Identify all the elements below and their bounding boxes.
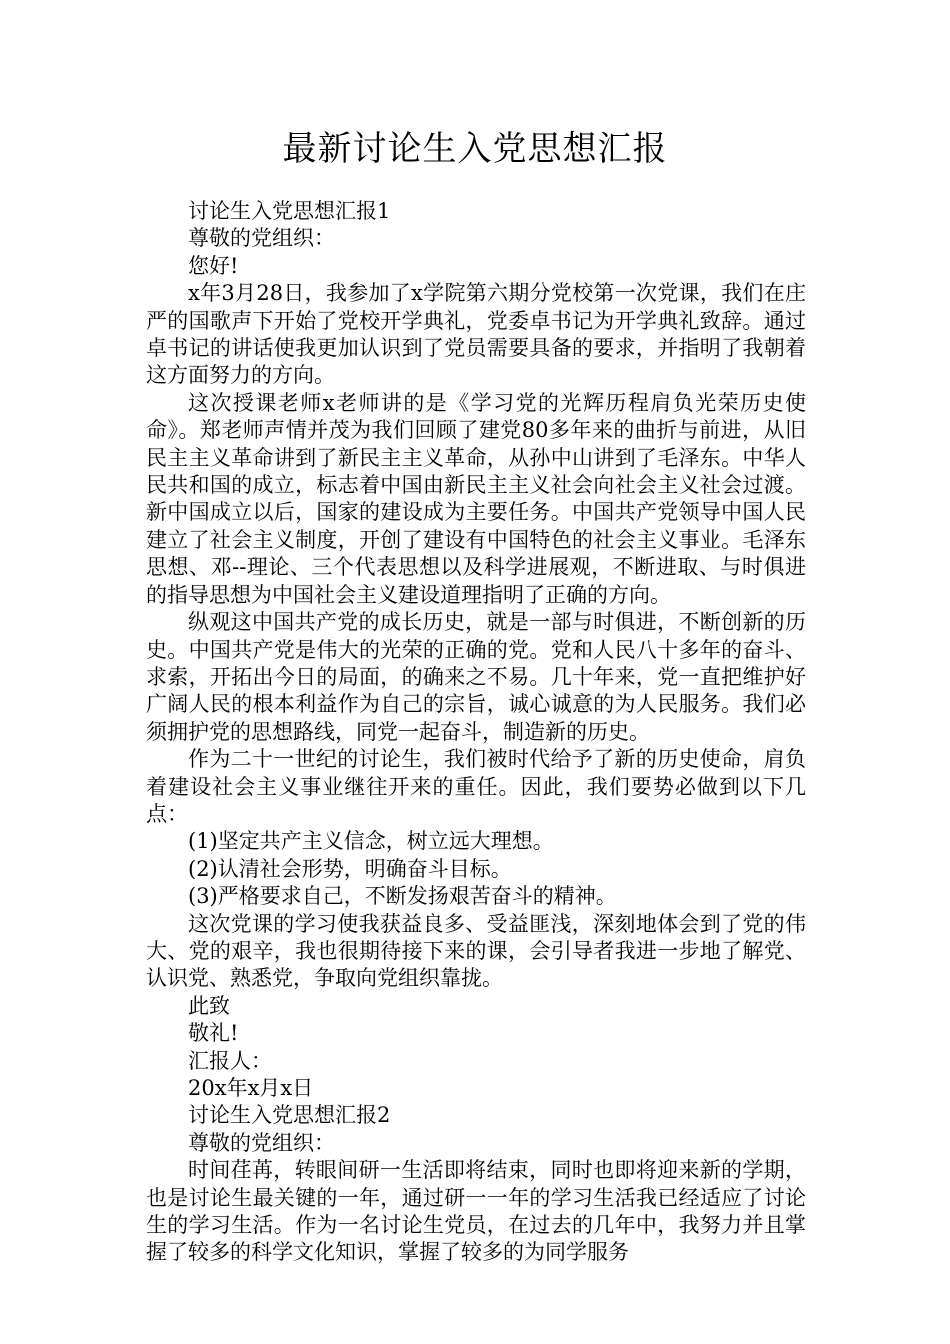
paragraph: 这次授课老师x老师讲的是《学习党的光辉历程肩负光荣历史使命》。郑老师声情并茂为我们回顾了建党80多年来的曲折与前进，从旧民主主义革命讲到了新民主主义革命，从孙中山讲到了毛泽东。中华人民共和国的成立，标志着中国由新民主主义社会向社会主义社会过渡。新中国成立以后，国家的建设成为主要任务。中国共产党领导中国人民建立了社会主义制度，开创了建设有中国特色的社会主义事业。毛泽东思想、邓--理论、三个代表思想以及科学进展观，不断进取、与时俱进的指导思想为中国社会主义建设道理指明了正确的方向。 xyxy=(146,390,806,607)
document-title: 最新讨论生入党思想汇报 xyxy=(282,129,668,169)
list-item: (3)严格要求自己，不断发扬艰苦奋斗的精神。 xyxy=(188,884,617,909)
report-heading-2: 讨论生入党思想汇报2 xyxy=(188,1103,391,1128)
greeting: 您好! xyxy=(188,253,239,278)
salutation: 尊敬的党组织： xyxy=(188,1130,335,1155)
paragraph: x年3月28日，我参加了x学院第六期分党校第一次党课，我们在庄严的国歌声下开始了党校开学典礼，党委卓书记为开学典礼致辞。通过卓书记的讲话使我更加认识到了党员需要具备的要求，并指明了我朝着这方面努力的方向。 xyxy=(146,281,806,388)
list-item: (1)坚定共产主义信念，树立远大理想。 xyxy=(188,829,554,854)
paragraph: 作为二十一世纪的讨论生，我们被时代给予了新的历史使命，肩负着建设社会主义事业继往开来的重任。因此，我们要势必做到以下几点： xyxy=(146,747,806,826)
paragraph: 这次党课的学习使我获益良多、受益匪浅，深刻地体会到了党的伟大、党的艰辛，我也很期待接下来的课，会引导者我进一步地了解党、认识党、熟悉党，争取向党组织靠拢。 xyxy=(146,911,806,991)
closing-line: 此致 xyxy=(188,993,230,1018)
list-item: (2)认清社会形势，明确奋斗目标。 xyxy=(188,856,512,881)
salutation: 尊敬的党组织： xyxy=(188,226,335,251)
paragraph: 纵观这中国共产党的成长历史，就是一部与时俱进，不断创新的历史。中国共产党是伟大的光荣的正确的党。党和人民八十多年的奋斗、求索，开拓出今日的局面，的确来之不易。几十年来，党一直把维护好广阔人民的根本利益作为自己的宗旨，诚心诚意的为人民服务。我们必须拥护党的思想路线，同党一起奋斗，制造新的历史。 xyxy=(146,610,806,744)
closing-salute: 敬礼! xyxy=(188,1021,239,1046)
paragraph: 时间荏苒，转眼间研一生活即将结束，同时也即将迎来新的学期，也是讨论生最关键的一年，通过研一一年的学习生活我已经适应了讨论生的学习生活。作为一名讨论生党员，在过去的几年中，我努力并且掌握了较多的科学文化知识，掌握了较多的为同学服务 xyxy=(146,1158,806,1265)
document-body xyxy=(146,198,806,1267)
reporter-label: 汇报人： xyxy=(188,1048,272,1073)
report-heading-1: 讨论生入党思想汇报1 xyxy=(188,199,391,223)
report-date: 20x年x月x日 xyxy=(188,1076,314,1100)
